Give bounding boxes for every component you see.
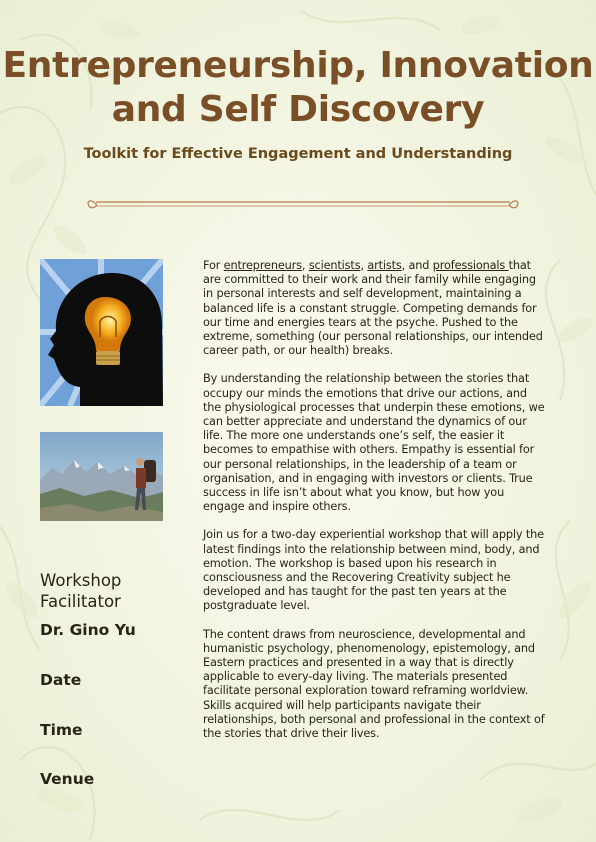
ornamental-divider [86, 196, 520, 212]
facilitator-name: Dr. Gino Yu [40, 621, 136, 639]
venue-label: Venue [40, 770, 95, 788]
hiker-mountain-image [40, 432, 163, 521]
paragraph-content: The content draws from neuroscience, developmental and humanistic psychology, phenomenology, epistemology, and Eastern practices and presented in a way that is directly applicable to every-day living. The materials presented facilitate personal exploration toward reframing worldview. Skills acquired will help participants navigate their relationships, both personal and professional in the context of the stories that drive their lives. [203, 627, 545, 741]
link-entrepreneurs[interactable]: entrepreneurs [223, 259, 302, 272]
head-lightbulb-image [40, 259, 163, 406]
page-title [0, 44, 596, 132]
time-label: Time [40, 721, 83, 739]
paragraph-intro [203, 259, 548, 358]
title-line-1: Entrepreneurship, Innovation [2, 45, 594, 86]
body-copy [203, 259, 548, 755]
intro-sep-3: , and [401, 259, 433, 272]
title-line-2: and Self Discovery [111, 89, 485, 130]
intro-prefix: For [203, 259, 224, 272]
link-artists[interactable]: artists [367, 259, 402, 272]
intro-sep-1: , [301, 259, 309, 272]
intro-rest: that are committed to their work and their family while engaging in personal interests and self development, maintaining a balanced life is a constant struggle. Competing demands for our time and energies tears at the psyche. Pushed to the extreme, something (our personal relationships, our intended career path, or our health) breaks. [203, 259, 543, 358]
date-label: Date [40, 671, 82, 689]
facilitator-label: Workshop Facilitator [40, 571, 122, 611]
paragraph-workshop: Join us for a two-day experiential workshop that will apply the latest findings into the relationship between mind, body, and emotion. The workshop is based upon his research in consciousness and the Recovering Creativity subject he developed and has taught for the past ten years at the postgraduate level. [203, 528, 544, 613]
paragraph-understanding: By understanding the relationship between the stories that occupy our minds the emotions that drive our actions, and the physiological processes that underpin these emotions, we can better appreciate and understand the dynamics of our life. The more one understands one’s self, the easier it becomes to empathise with others. Empathy is essential for our personal relationships, in the leadership of a team or organisation, and in engaging with investors or clients. True success in life isn’t about what you know, but how you engage and inspire others. [203, 372, 545, 514]
link-scientists[interactable]: scientists [308, 259, 361, 272]
link-professionals[interactable]: professionals [432, 259, 509, 272]
page-subtitle: Toolkit for Effective Engagement and Understanding [83, 146, 513, 162]
intro-sep-2: , [360, 259, 368, 272]
